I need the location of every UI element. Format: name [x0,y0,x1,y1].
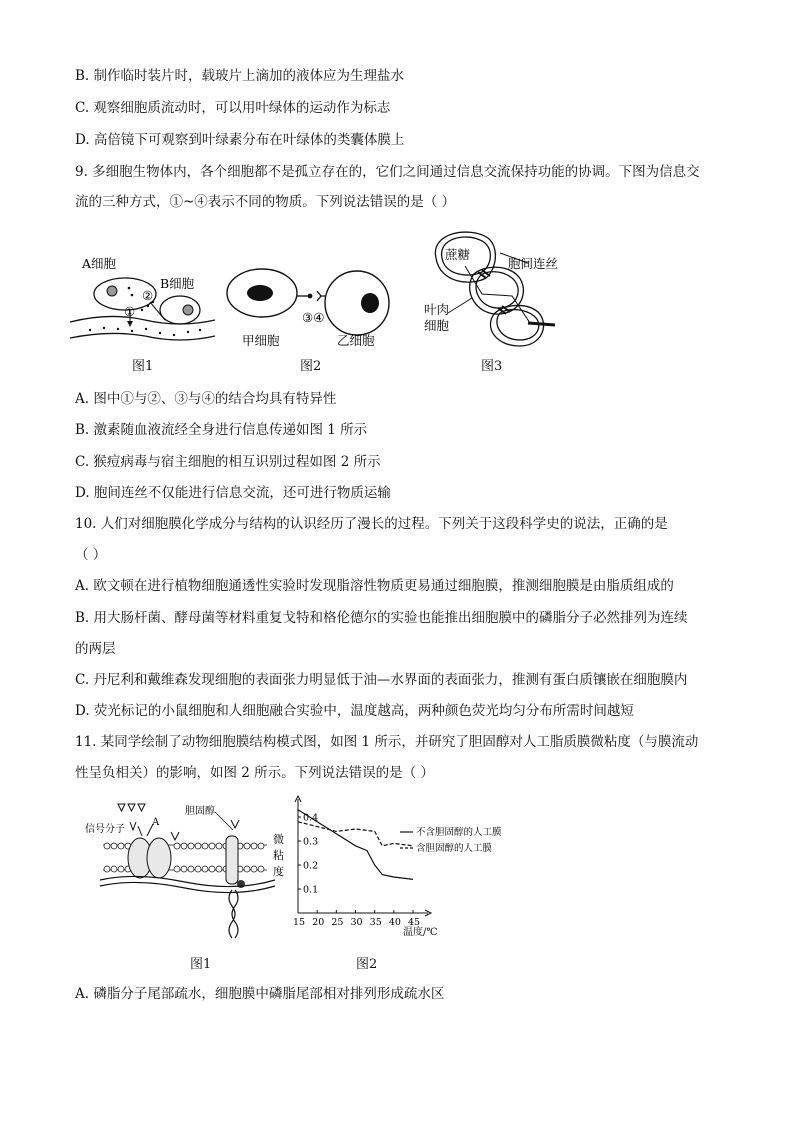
q9-option-d: D. 胞间连丝不仅能进行信息交流，还可进行物质运输 [75,485,391,501]
x-tick-label: 25 [331,917,344,928]
q9-figure-3 [420,228,580,353]
label-signal-molecule: 信号分子 [85,824,125,835]
q11-stem-line1: 11. 某同学绘制了动物细胞膜结构模式图，如图 1 所示，并研究了胆固醇对人工脂质膜微粘度（与膜流动 [75,734,699,750]
q11-option-a: A. 磷脂分子尾部疏水，细胞膜中磷脂尾部相对排列形成疏水区 [75,986,445,1002]
label-marker-34: ③④ [302,310,325,325]
label-yi-cell: 乙细胞 [337,333,375,348]
q9-fig2-caption: 图2 [300,359,322,374]
label-mesophyll-1: 叶肉 [424,302,450,317]
y-axis-label-part-2: 粘 [273,849,284,862]
q11-figure-2-chart [268,795,518,945]
x-axis-label: 温度/℃ [403,927,438,938]
q9-option-c: C. 猴痘病毒与宿主细胞的相互识别过程如图 2 所示 [75,454,381,470]
label-marker-1: ① [124,304,136,319]
q10-stem-line2: （ ） [75,547,107,563]
y-tick-label: 0.2 [303,860,319,872]
label-b-cell: B细胞 [160,276,195,291]
x-tick-label: 30 [350,917,363,928]
x-tick-label: 35 [369,917,382,928]
label-a: A [152,817,160,828]
q10-option-b-line2: 的两层 [75,641,116,657]
x-tick-label: 20 [312,917,325,928]
label-sucrose: 蔗糖 [445,247,471,262]
y-axis-label-part-3: 度 [273,865,284,878]
q9-fig1-caption: 图1 [132,359,154,374]
q10-option-d: D. 荧光标记的小鼠细胞和人细胞融合实验中，温度越高，两种颜色荧光均匀分布所需时间越短 [75,703,634,719]
x-tick-label: 40 [388,917,401,928]
q8-option-b: B. 制作临时装片时，载玻片上滴加的液体应为生理盐水 [75,68,405,84]
legend-solid-label: 不含胆固醇的人工膜 [416,827,502,838]
q8-option-d: D. 高倍镜下可观察到叶绿素分布在叶绿体的类囊体膜上 [75,132,405,148]
label-marker-2: ② [142,288,154,303]
y-tick-label: 0.1 [303,884,319,896]
q9-figure-1 [70,250,220,350]
q10-option-a: A. 欧文顿在进行植物细胞通透性实验时发现脂溶性物质更易通过细胞膜，推测细胞膜是由脂质组成的 [75,578,674,594]
label-mesophyll-2: 细胞 [424,318,450,333]
q8-option-c: C. 观察细胞质流动时，可以用叶绿体的运动作为标志 [75,100,391,116]
q10-option-c: C. 丹尼利和戴维森发现细胞的表面张力明显低于油—水界面的表面张力，推测有蛋白质镶嵌在细胞膜内 [75,672,688,688]
q9-stem-line2: 流的三种方式，①~④表示不同的物质。下列说法错误的是（ ） [75,194,456,210]
q9-figure-2 [222,263,397,353]
q10-option-b-line1: B. 用大肠杆菌、酵母菌等材料重复戈特和格伦德尔的实验也能推出细胞膜中的磷脂分子必然排列为连续 [75,610,688,626]
label-cholesterol: 胆固醇 [185,806,215,817]
q11-figure-1 [85,800,285,945]
y-tick-label: 0.4 [303,812,319,824]
q11-fig1-caption: 图1 [190,957,212,972]
label-a-cell: A细胞 [82,256,117,271]
q11-fig2-caption: 图2 [356,957,378,972]
y-axis-label-part-1: 微 [273,833,284,846]
q10-stem-line1: 10. 人们对细胞膜化学成分与结构的认识经历了漫长的过程。下列关于这段科学史的说法，正确的是 [75,516,668,532]
x-tick-label: 15 [293,917,306,928]
q9-option-b: B. 激素随血液流经全身进行信息传递如图 1 所示 [75,422,368,438]
x-tick-label: 45 [408,917,421,928]
legend-dashed-label: 含胆固醇的人工膜 [416,843,493,854]
label-jia-cell: 甲细胞 [242,333,280,348]
y-tick-label: 0.3 [303,836,319,848]
label-plasmodesmata: 胞间连丝 [508,256,559,271]
q11-stem-line2: 性呈负相关）的影响，如图 2 所示。下列说法错误的是（ ） [75,765,434,781]
q9-stem-line1: 9. 多细胞生物体内，各个细胞都不是孤立存在的，它们之间通过信息交流保持功能的协调。下图为信息交 [75,164,700,180]
q9-option-a: A. 图中①与②、③与④的结合均具有特异性 [75,391,337,407]
q9-fig3-caption: 图3 [481,359,503,374]
